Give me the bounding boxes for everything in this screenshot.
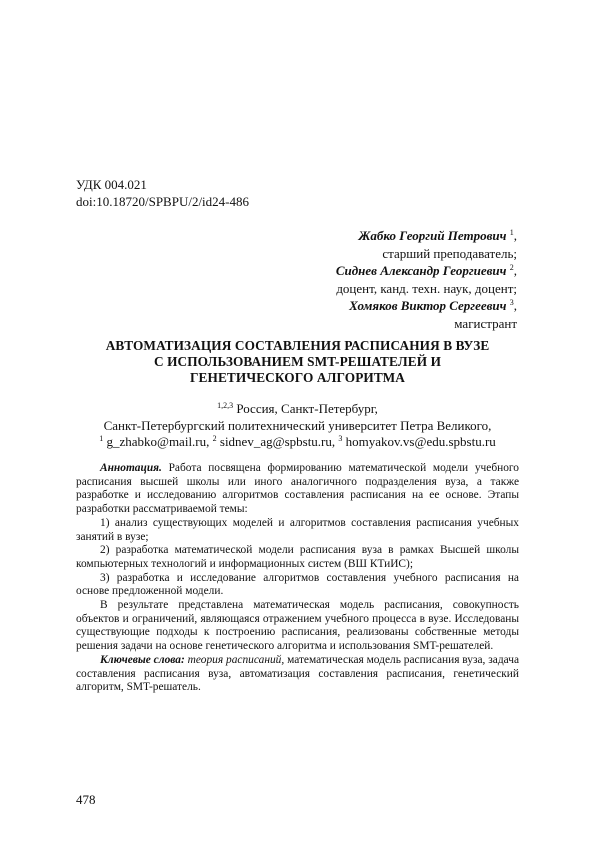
keywords-first: теория расписаний, xyxy=(184,653,285,666)
udk-block xyxy=(76,176,249,210)
author-name: Сиднев Александр Георгиевич xyxy=(335,263,507,278)
author-line xyxy=(137,297,517,315)
email-link[interactable]: homyakov.vs@edu.spbstu.ru xyxy=(342,434,496,449)
paper-title xyxy=(60,338,535,386)
affiliation-place: Россия, Санкт-Петербург, xyxy=(233,401,378,416)
affiliation xyxy=(60,401,535,451)
author-line xyxy=(137,227,517,245)
email-sup: 1 xyxy=(99,434,104,443)
author-sup: 3 xyxy=(509,298,514,307)
abstract-label: Аннотация. xyxy=(100,462,162,474)
email-link[interactable]: g_zhabko@mail.ru, xyxy=(103,434,213,449)
abstract-item: 3) разработка и исследование алгоритмов составления учебного расписания на основе предложенной модели. xyxy=(76,571,519,598)
author-name: Хомяков Виктор Сергеевич xyxy=(349,298,507,313)
abstract-item: 1) анализ существующих моделей и алгоритмов составления расписания учебных занятий в вузе; xyxy=(76,516,519,543)
authors-block xyxy=(137,227,517,332)
author-sup: 1 xyxy=(509,228,514,237)
title-line: АВТОМАТИЗАЦИЯ СОСТАВЛЕНИЯ РАСПИСАНИЯ В ВУЗЕ xyxy=(105,338,490,353)
email-sup: 2 xyxy=(212,434,217,443)
abstract-block xyxy=(76,462,519,695)
author-role: старший преподаватель; xyxy=(382,245,517,261)
abstract-item: 2) разработка математической модели расписания вуза в рамках Высшей школы компьютерных технологий и информационных систем (ВШ КТиИС); xyxy=(76,544,519,570)
author-sep: , xyxy=(513,263,517,278)
abstract-intro xyxy=(76,462,519,517)
author-line xyxy=(137,262,517,280)
author-role: доцент, канд. техн. наук, доцент; xyxy=(336,280,517,296)
author-sup: 2 xyxy=(509,263,514,272)
email-sup: 3 xyxy=(338,434,343,443)
keywords xyxy=(76,654,519,695)
author-sep: , xyxy=(513,228,517,243)
abstract-intro-text: Работа посвящена формированию математической модели учебного расписания высшей школы или иного аналогичного подразделения вуза, а также разработке и исследованию алгоритмов составления расписания на ее основе. Этапы разработки рассматриваемой темы: xyxy=(76,462,519,516)
affiliation-emails xyxy=(60,434,535,451)
page-number: 478 xyxy=(76,792,96,807)
email-link[interactable]: sidnev_ag@spbstu.ru, xyxy=(216,434,339,449)
affiliation-place-line xyxy=(60,401,535,418)
affiliation-sup: 1,2,3 xyxy=(217,401,234,410)
doi: doi:10.18720/SPBPU/2/id24-486 xyxy=(76,194,249,209)
keywords-rest: математическая модель расписания вуза, задача составления расписания вуза, автоматизация составления расписания, генетический алгоритм, SMT-решатель. xyxy=(76,653,519,694)
abstract-result: В результате представлена математическая модель расписания, совокупность объектов и ограничений, являющаяся отражением учебного процесса в вузе. Исследованы существующие подходы к построению расписания, реализованы собственные методы решения задачи на основе генетического алгоритма и использования SMT-решателей. xyxy=(76,599,519,653)
keywords-label: Ключевые слова: xyxy=(100,653,185,666)
author-name: Жабко Георгий Петрович xyxy=(358,228,507,243)
author-role: магистрант xyxy=(454,315,517,331)
title-line: ГЕНЕТИЧЕСКОГО АЛГОРИТМА xyxy=(189,370,406,385)
title-line: С ИСПОЛЬЗОВАНИЕМ SMT-РЕШАТЕЛЕЙ И xyxy=(153,354,442,369)
udk-code: УДК 004.021 xyxy=(76,177,147,192)
affiliation-university: Санкт-Петербургский политехнический университет Петра Великого, xyxy=(103,417,492,433)
author-sep: , xyxy=(513,298,517,313)
